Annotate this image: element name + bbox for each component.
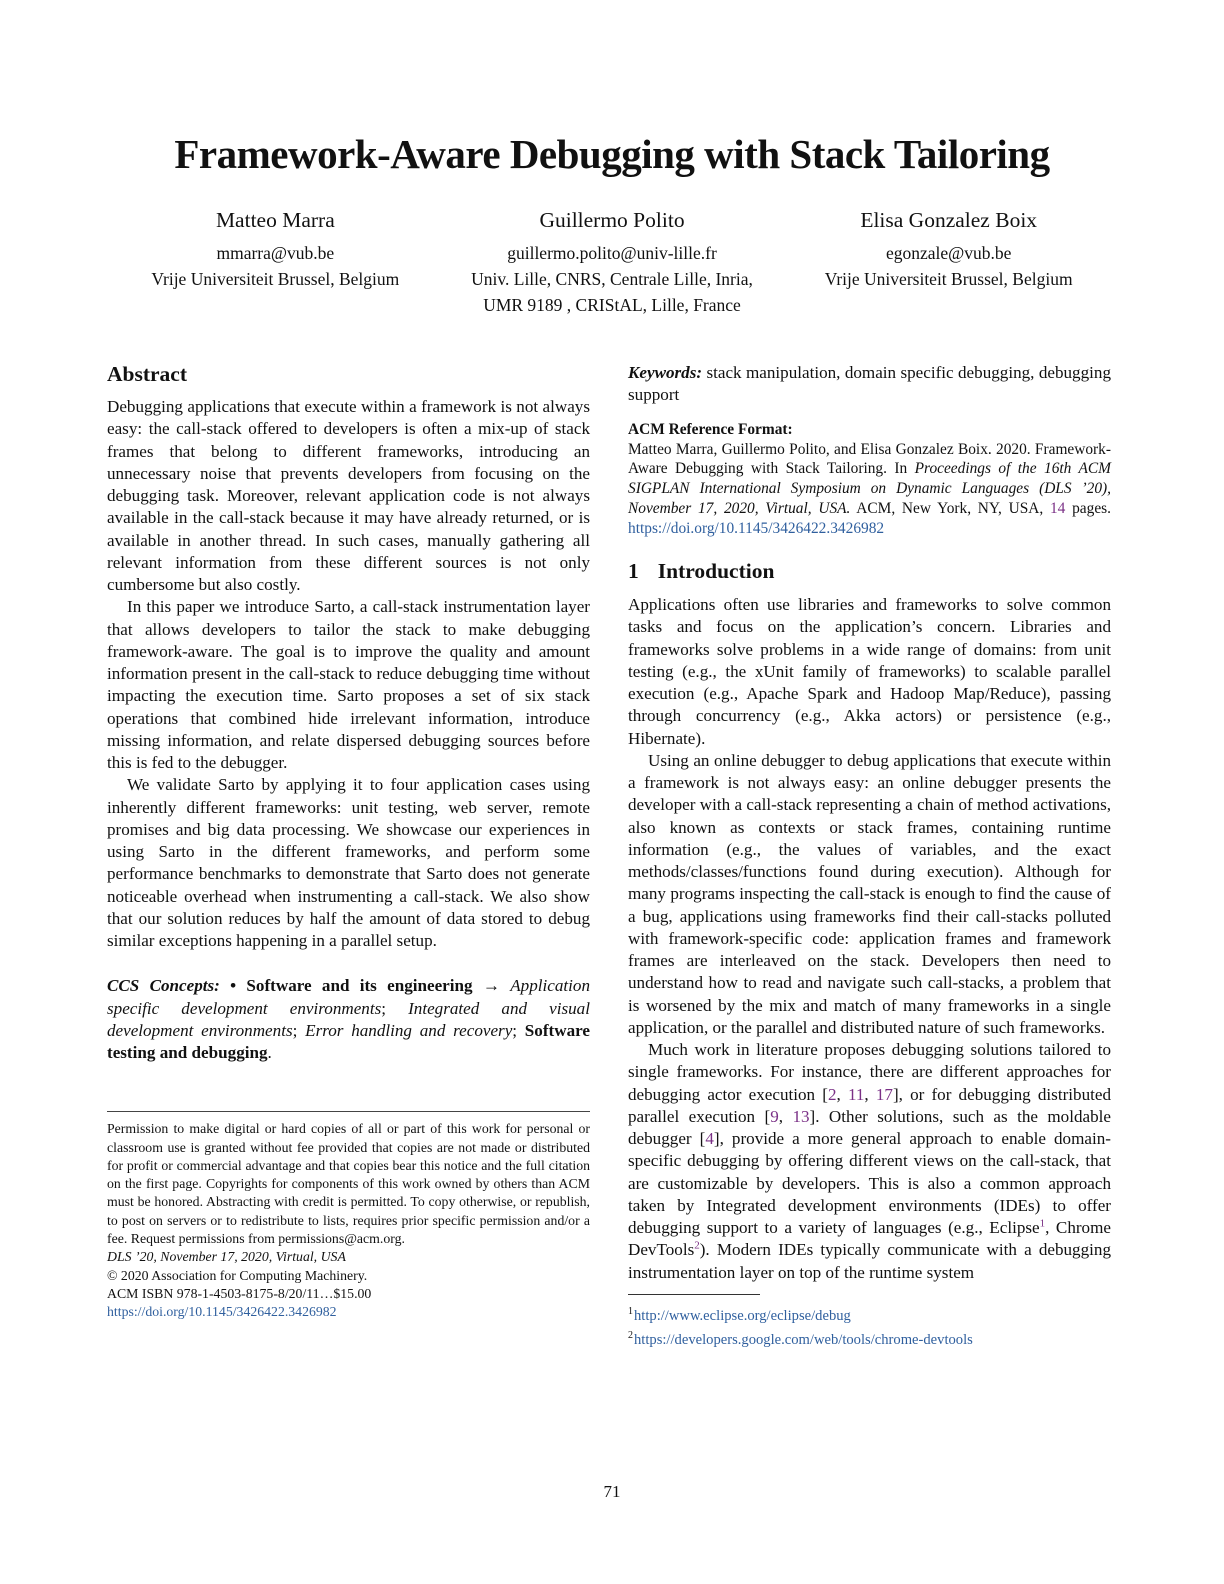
text-run: Software testing and debugging	[107, 1020, 590, 1062]
two-column-body	[107, 362, 1111, 1351]
acm-reference-heading: ACM Reference Format:	[628, 420, 793, 438]
text-run: Application specific development environments	[107, 976, 590, 1018]
left-column	[107, 362, 590, 1322]
abstract-paragraph-1: Debugging applications that execute within a framework is not always easy: the call-stack offered to developers is often a mix-up of stack frames that belong to different frameworks, introducing an unnecessary noise that prevents developers from focusing on the debugging task. Moreover, relevant application code is not always available in the call-stack because it may have already returned, or is available in another thread. In such cases, manually gathering all relevant information from these different sources is not only cumbersome but also costly.	[107, 397, 590, 594]
author-affiliation: Vrije Universiteit Brussel, Belgium	[824, 269, 1073, 289]
section-title: Introduction	[657, 559, 775, 584]
text-run: Proceedings of the 16th ACM SIGPLAN International Symposium on Dynamic Languages (DLS ’20), November 17, 2020, Virtual, USA.	[628, 460, 1111, 518]
author-name: Matteo Marra	[215, 208, 335, 232]
citation-link[interactable]: 2	[694, 1239, 700, 1252]
footnote-rule	[628, 1294, 760, 1295]
author-name: Elisa Gonzalez Boix	[860, 208, 1038, 232]
text-run	[220, 976, 230, 995]
acm-reference-block	[628, 420, 1111, 540]
text-run: , Chrome DevTools	[628, 1218, 1111, 1260]
footnote-marker: 1	[628, 1305, 633, 1317]
acm-reference-text	[628, 440, 1111, 540]
text-run: ], provide a more general approach to enable domain-specific debugging by offering different views on the call-stack, that are customizable by developers. This is also a common approach taken by Integrated development environments (IDEs) to offer debugging support to a variety of languages (e.g., Eclipse	[628, 1129, 1111, 1238]
keywords	[628, 362, 1111, 407]
author-affiliation: UMR 9189 , CRIStAL, Lille, France	[483, 295, 741, 315]
text-run: ;	[381, 998, 409, 1018]
right-column	[628, 362, 1111, 1351]
section-heading-introduction	[628, 559, 1111, 584]
intro-paragraph-1: Applications often use libraries and frameworks to solve common tasks and focus on the application’s concern. Libraries and frameworks solve problems in a wide range of domains: from unit testing (e.g., the xUnit family of frameworks) to scalable parallel execution (e.g., Apache Spark and Hadoop Map/Reduce), passing through concurrency (e.g., Akka actors) or persistence (e.g., Hibernate).	[628, 595, 1111, 748]
citation-link[interactable]: 2	[827, 1084, 837, 1104]
abstract-heading: Abstract	[107, 362, 188, 386]
text-run: Keywords:	[628, 363, 703, 382]
isbn-line: ACM ISBN 978-1-4503-8175-8/20/11…$15.00	[107, 1285, 372, 1301]
citation-link[interactable]: 9	[770, 1106, 779, 1126]
citation-link[interactable]: 1	[1039, 1217, 1046, 1230]
text-run: →	[472, 976, 511, 996]
text-run: ,	[778, 1106, 793, 1126]
page-number: 71	[603, 1482, 621, 1501]
author-email: egonzale@vub.be	[885, 243, 1012, 263]
text-run: CCS Concepts:	[107, 976, 220, 996]
section-number: 1	[628, 559, 639, 584]
author-1	[107, 208, 444, 292]
citation-link[interactable]: 17	[875, 1084, 893, 1104]
doi-link[interactable]: https://doi.org/10.1145/3426422.3426982	[628, 520, 885, 538]
text-run: ). Modern IDEs typically communicate with a debugging instrumentation layer on top of the runtime system	[628, 1240, 1111, 1282]
author-3	[780, 208, 1117, 292]
text-run: ,	[864, 1084, 876, 1104]
intro-paragraph-3	[628, 1039, 1111, 1284]
abstract-paragraph-2: In this paper we introduce Sarto, a call-stack instrumentation layer that allows developers to tailor the stack to make debugging framework-aware. The goal is to improve the quality and amount information present in the call-stack to reduce debugging time without impacting the execution time. Sarto proposes a set of six stack operations that combined hide irrelevant information, introduce missing information, and relate dispersed debugging sources before this is fed to the debugger.	[107, 597, 590, 772]
permission-text: Permission to make digital or hard copies of all or part of this work for personal or classroom use is granted without fee provided that copies are not made or distributed for profit or commercial advantage and that copies bear this notice and the full citation on the first page. Copyrights for components of this work owned by others than ACM must be honored. Abstracting with credit is permitted. To copy otherwise, or republish, to post on servers or to redistribute to lists, requires prior specific permission and/or a fee. Request permissions from permissions@acm.org.	[107, 1121, 590, 1247]
permission-block	[107, 1111, 590, 1321]
footnote-2	[628, 1326, 1111, 1350]
footnote-url-eclipse[interactable]: http://www.eclipse.org/eclipse/debug	[634, 1307, 851, 1324]
intro-paragraph-2: Using an online debugger to debug applications that execute within a framework is not always easy: an online debugger presents the developer with a call-stack representing a chain of method activations, also known as contexts or stack frames, containing runtime information (e.g., the values of variables, and the exact methods/classes/functions found during execution). Although for many programs inspecting the call-stack is enough to find the cause of a bug, applications using frameworks find their call-stacks polluted with framework-specific code: application frames and framework frames are interleaved on the stack. Developers then need to understand how to read and navigate such call-stacks, a problem that is worsened by the mix and match of many frameworks in a single application, or the parallel and distributed nature of such frameworks.	[628, 750, 1111, 1037]
doi-link[interactable]: https://doi.org/10.1145/3426422.3426982	[107, 1304, 337, 1320]
footnotes	[628, 1294, 1111, 1351]
footnote-1	[628, 1302, 1111, 1326]
text-run: stack manipulation, domain specific debugging, debugging support	[628, 363, 1111, 405]
text-run: Much work in literature proposes debugging solutions tailored to single frameworks. For instance, there are different approaches for debugging actor execution [	[628, 1040, 1111, 1104]
author-email: guillermo.polito@univ-lille.fr	[507, 243, 717, 263]
citation-link[interactable]: 11	[847, 1084, 865, 1104]
text-run: ]. Other solutions, such as the moldable debugger [	[628, 1106, 1111, 1149]
text-run: Error handling and recovery	[305, 1020, 513, 1040]
author-affiliation: Univ. Lille, CNRS, Centrale Lille, Inria,	[471, 269, 753, 289]
paper-title: Framework-Aware Debugging with Stack Tailoring	[174, 131, 1050, 177]
copyright-line: © 2020 Association for Computing Machinery.	[107, 1267, 368, 1283]
text-run: ACM, New York, NY, USA,	[850, 500, 1050, 518]
citation-link[interactable]: 4	[705, 1129, 714, 1149]
ccs-concepts	[107, 975, 590, 1064]
citation-link[interactable]: 13	[792, 1106, 810, 1126]
text-run: ], or for debugging distributed parallel execution [	[628, 1084, 1111, 1126]
text-run: ,	[836, 1084, 848, 1104]
conference-line: DLS ’20, November 17, 2020, Virtual, USA	[107, 1249, 346, 1265]
author-affiliation: Vrije Universiteit Brussel, Belgium	[151, 269, 400, 289]
text-run: ;	[292, 1020, 306, 1040]
text-run: pages.	[1065, 500, 1111, 518]
author-name: Guillermo Polito	[539, 208, 685, 232]
author-block	[107, 208, 1117, 318]
footnote-url-chrome-devtools[interactable]: https://developers.google.com/web/tools/chrome-devtools	[634, 1332, 973, 1348]
author-email: mmarra@vub.be	[216, 243, 335, 263]
text-run: Matteo Marra, Guillermo Polito, and Elisa Gonzalez Boix. 2020. Framework-Aware Debugging with Stack Tailoring. In	[628, 440, 1111, 478]
abstract-paragraph-3: We validate Sarto by applying it to four application cases using inherently different frameworks: unit testing, web server, remote promises and big data processing. We showcase our experiences in using Sarto in the different frameworks, and perform some performance benchmarks to demonstrate that Sarto does not generate noticeable overhead when instrumenting a call-stack. We also show that our solution reduces by half the amount of data stored to debug similar exceptions happening in a parallel setup.	[107, 775, 590, 950]
footnote-marker: 2	[628, 1330, 633, 1342]
citation-link[interactable]: 14	[1049, 500, 1066, 518]
text-run: Integrated and visual development environments	[107, 998, 590, 1040]
author-2	[444, 208, 781, 318]
text-run: .	[267, 1043, 272, 1062]
text-run: ;	[512, 1020, 525, 1040]
text-run: • Software and its engineering	[230, 976, 473, 996]
